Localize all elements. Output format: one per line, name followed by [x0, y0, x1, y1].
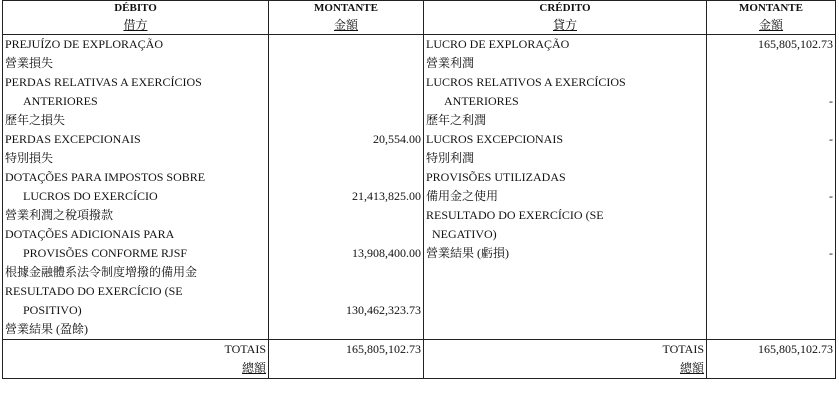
debit-label	[3, 187, 269, 206]
debit-label: 營業利潤之稅項撥款	[3, 206, 269, 225]
credit-label	[424, 92, 707, 111]
debit-header	[3, 1, 269, 35]
debit-header-cn: 借方	[123, 18, 148, 32]
debit-amount	[269, 263, 424, 282]
debit-totals-cn: 總額	[241, 361, 266, 375]
debit-label: 歷年之損失	[3, 111, 269, 130]
credit-amount	[707, 263, 836, 282]
debit-label-text: POSITIVO)	[23, 303, 82, 317]
table-row	[3, 320, 836, 340]
credit-label: 備用金之使用	[424, 187, 707, 206]
table-row	[3, 206, 836, 225]
credit-amount-header-cn: 金額	[758, 18, 783, 32]
debit-amount	[269, 111, 424, 130]
debit-amount: 130,462,323.73	[269, 301, 424, 320]
credit-label: LUCROS EXCEPCIONAIS	[424, 130, 707, 149]
credit-label: PROVISÕES UTILIZADAS	[424, 168, 707, 187]
debit-amount	[269, 92, 424, 111]
debit-amount-header-title: MONTANTE	[314, 2, 378, 14]
credit-amount: -	[707, 92, 836, 111]
debit-amount: 21,413,825.00	[269, 187, 424, 206]
debit-label: PERDAS EXCEPCIONAIS	[3, 130, 269, 149]
debit-header-title: DÉBITO	[114, 2, 157, 14]
debit-amount: 13,908,400.00	[269, 244, 424, 263]
debit-amount: 20,554.00	[269, 130, 424, 149]
credit-amount	[707, 54, 836, 73]
credit-amount: -	[707, 187, 836, 206]
debit-label-text: PROVISÕES CONFORME RJSF	[23, 246, 188, 260]
table-row	[3, 244, 836, 263]
credit-label: LUCRO DE EXPLORAÇÃO	[424, 35, 707, 55]
table-row	[3, 111, 836, 130]
debit-label: 根據金融體系法令制度增撥的備用金	[3, 263, 269, 282]
credit-amount: -	[707, 130, 836, 149]
debit-amount	[269, 35, 424, 55]
table-row	[3, 168, 836, 187]
credit-label: 歷年之利潤	[424, 111, 707, 130]
credit-label: 特別利潤	[424, 149, 707, 168]
debit-totals-title: TOTAIS	[224, 342, 266, 356]
debit-amount	[269, 206, 424, 225]
credit-label: 營業結果 (虧損)	[424, 244, 707, 263]
credit-amount	[707, 111, 836, 130]
debit-amount	[269, 73, 424, 92]
debit-total-amount: 165,805,102.73	[269, 340, 424, 379]
debit-label-text: LUCROS DO EXERCÍCIO	[23, 189, 158, 203]
credit-label	[424, 320, 707, 340]
debit-amount	[269, 282, 424, 301]
credit-totals-label	[424, 340, 707, 379]
table-row	[3, 301, 836, 320]
credit-amount	[707, 168, 836, 187]
credit-amount	[707, 206, 836, 225]
debit-amount	[269, 149, 424, 168]
credit-label-text: NEGATIVO)	[432, 227, 497, 241]
debit-amount	[269, 320, 424, 340]
debit-amount	[269, 225, 424, 244]
credit-amount	[707, 320, 836, 340]
debit-label: 營業損失	[3, 54, 269, 73]
credit-amount	[707, 73, 836, 92]
debit-label	[3, 92, 269, 111]
credit-amount: 165,805,102.73	[707, 35, 836, 55]
debit-label	[3, 301, 269, 320]
credit-total-amount: 165,805,102.73	[707, 340, 836, 379]
debit-amount-header-cn: 金額	[333, 18, 358, 32]
header-row	[3, 1, 836, 35]
debit-label: DOTAÇÕES PARA IMPOSTOS SOBRE	[3, 168, 269, 187]
debit-label	[3, 244, 269, 263]
credit-label: LUCROS RELATIVOS A EXERCÍCIOS	[424, 73, 707, 92]
credit-amount	[707, 301, 836, 320]
credit-totals-title: TOTAIS	[662, 342, 704, 356]
credit-label: 營業利潤	[424, 54, 707, 73]
table-row	[3, 35, 836, 55]
debit-amount	[269, 168, 424, 187]
credit-label	[424, 225, 707, 244]
debit-label: DOTAÇÕES ADICIONAIS PARA	[3, 225, 269, 244]
credit-amount	[707, 149, 836, 168]
debit-label: 特別損失	[3, 149, 269, 168]
credit-label	[424, 282, 707, 301]
credit-label	[424, 263, 707, 282]
credit-label	[424, 301, 707, 320]
debit-totals-label	[3, 340, 269, 379]
credit-header-cn: 貸方	[552, 18, 577, 32]
table-row	[3, 187, 836, 206]
table-row	[3, 92, 836, 111]
credit-label-text: ANTERIORES	[444, 94, 519, 108]
debit-label-text: ANTERIORES	[23, 94, 98, 108]
table-row	[3, 130, 836, 149]
debit-label: RESULTADO DO EXERCÍCIO (SE	[3, 282, 269, 301]
credit-header-title: CRÉDITO	[539, 2, 591, 14]
credit-amount-header-title: MONTANTE	[739, 2, 803, 14]
credit-amount	[707, 282, 836, 301]
debit-label: PREJUÍZO DE EXPLORAÇÃO	[3, 35, 269, 55]
table-row	[3, 225, 836, 244]
ledger-table	[2, 0, 836, 379]
debit-label: PERDAS RELATIVAS A EXERCÍCIOS	[3, 73, 269, 92]
debit-amount	[269, 54, 424, 73]
table-row	[3, 282, 836, 301]
credit-label: RESULTADO DO EXERCÍCIO (SE	[424, 206, 707, 225]
credit-amount	[707, 225, 836, 244]
table-row	[3, 263, 836, 282]
table-row	[3, 73, 836, 92]
table-row	[3, 149, 836, 168]
debit-label: 營業結果 (盈餘)	[3, 320, 269, 340]
table-row	[3, 54, 836, 73]
debit-amount-header	[269, 1, 424, 35]
credit-totals-cn: 總額	[679, 361, 704, 375]
credit-amount: -	[707, 244, 836, 263]
credit-amount-header	[707, 1, 836, 35]
totals-row	[3, 340, 836, 379]
credit-header	[424, 1, 707, 35]
